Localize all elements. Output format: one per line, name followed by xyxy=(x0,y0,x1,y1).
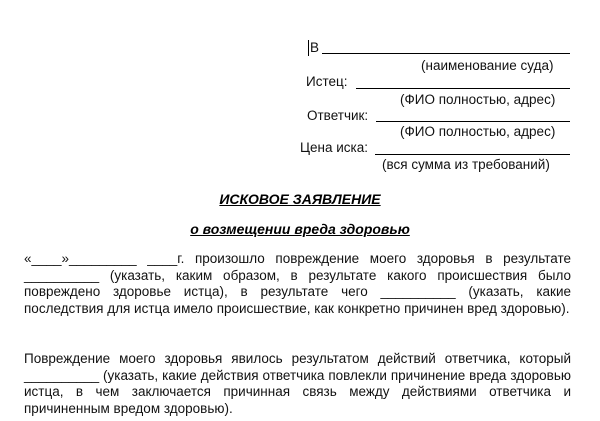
defendant-hint: (ФИО полностью, адрес) xyxy=(400,124,556,139)
paragraph-2 xyxy=(24,351,575,417)
document-subtitle: о возмещении вреда здоровью xyxy=(190,221,410,237)
court-name-line[interactable] xyxy=(322,53,570,54)
court-prefix: В xyxy=(310,40,320,55)
court-hint: (наименование суда) xyxy=(421,58,554,73)
claim-price-label: Цена иска: xyxy=(300,140,368,155)
defendant-line[interactable] xyxy=(376,121,570,122)
plaintiff-hint: (ФИО полностью, адрес) xyxy=(400,92,556,107)
claim-price-hint: (вся сумма из требований) xyxy=(382,157,550,172)
claim-price-line[interactable] xyxy=(375,154,570,155)
paragraph-1-text: «____»_________ ____г. произошло повреждение моего здоровья в результате __________ (указать, каким образом, в результате какого происшествия было повреждено здоровье истца), в результате чего __________ (указать, какие последствия для истца имело происшествие, как конкретно причинен вред здоровью). xyxy=(24,251,575,316)
plaintiff-line[interactable] xyxy=(356,88,570,89)
plaintiff-label: Истец: xyxy=(306,74,348,89)
text-cursor xyxy=(308,40,309,56)
document-title: ИСКОВОЕ ЗАЯВЛЕНИЕ xyxy=(219,191,381,207)
paragraph-1 xyxy=(24,251,575,317)
paragraph-2-text: Повреждение моего здоровья явилось результатом действий ответчика, который __________ (указать, какие действия ответчика повлекли причинение вреда здоровью истца, в чем заключается причинная связь между действиями ответчика и причиненным вредом здоровью). xyxy=(24,351,575,416)
defendant-label: Ответчик: xyxy=(307,108,369,123)
